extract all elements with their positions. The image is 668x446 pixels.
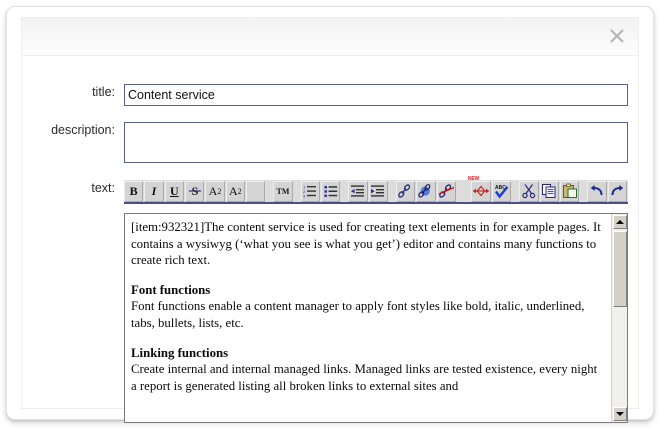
undo-button[interactable]: [587, 181, 606, 202]
editor-paragraph-2: Font functions enable a content manager to apply font styles like bold, italic, underlined, tabs, bullets, lists, etc.: [131, 299, 585, 330]
toolbar-separator: [580, 181, 587, 202]
bold-button[interactable]: B: [124, 181, 143, 202]
toolbar-separator: [294, 181, 301, 202]
rich-text-editor: [124, 175, 628, 423]
svg-text:1: 1: [303, 184, 306, 190]
trademark-button[interactable]: [273, 181, 292, 202]
strikethrough-button[interactable]: [185, 181, 204, 202]
editor-vertical-scrollbar[interactable]: [611, 214, 627, 422]
new-badge: NEW: [467, 175, 479, 182]
cut-button[interactable]: [519, 181, 538, 202]
editor-heading-1: Font functions: [131, 282, 211, 297]
superscript-button[interactable]: A 2: [205, 181, 224, 202]
description-input[interactable]: [124, 122, 628, 163]
scroll-up-arrow-icon[interactable]: [613, 215, 627, 229]
description-row: [22, 122, 638, 163]
scroll-thumb[interactable]: [613, 231, 627, 307]
subscript-button[interactable]: A 2: [226, 181, 245, 202]
anchor-button[interactable]: [467, 175, 491, 202]
editor-paragraph-1: [item:932321]The content service is used for creating text elements in for example pages. It contains a wysiwyg (‘what you see is what you get’) editor and contains many functions to create rich text.: [131, 220, 601, 268]
blank-button: [246, 181, 265, 202]
text-label: text:: [91, 181, 115, 195]
underline-button[interactable]: U: [165, 181, 184, 202]
spellcheck-button[interactable]: [492, 181, 511, 202]
svg-text:S: S: [191, 184, 198, 198]
svg-text:2: 2: [303, 189, 306, 194]
ordered-list-button[interactable]: [301, 181, 320, 202]
title-row: [22, 84, 638, 106]
toolbar-separator: [341, 181, 348, 202]
toolbar-separator: [266, 181, 273, 202]
title-label: title:: [92, 85, 115, 99]
paste-button[interactable]: [560, 181, 579, 202]
insert-link-button[interactable]: [396, 181, 415, 202]
dialog-body: [21, 17, 639, 409]
svg-text:3: 3: [303, 193, 306, 199]
trademark-label: TM: [276, 186, 290, 196]
dialog-header: [22, 18, 638, 56]
editor-paragraph-3: Create internal and internal managed links. Managed links are tested existence, every night a report is generated listing all broken links to external sites and: [131, 362, 598, 393]
unordered-list-button[interactable]: [321, 181, 340, 202]
toolbar-separator: [457, 181, 471, 202]
redo-button[interactable]: [608, 181, 627, 202]
indent-button[interactable]: [369, 181, 388, 202]
copy-button[interactable]: [540, 181, 559, 202]
managed-link-button[interactable]: [416, 181, 435, 202]
unlink-button[interactable]: [437, 181, 456, 202]
editor-document[interactable]: [125, 214, 610, 422]
svg-text:ABC: ABC: [495, 185, 506, 191]
outdent-button[interactable]: [348, 181, 367, 202]
modal-dialog: [6, 6, 654, 420]
close-icon[interactable]: [604, 23, 630, 49]
italic-button[interactable]: I: [144, 181, 163, 202]
title-input[interactable]: [124, 84, 628, 106]
editor-heading-2: Linking functions: [131, 345, 229, 360]
editor-content-area[interactable]: [124, 213, 628, 423]
description-label: description:: [51, 123, 115, 137]
text-row: [22, 175, 638, 423]
editor-toolbar: [124, 175, 628, 204]
toolbar-separator: [389, 181, 396, 202]
scroll-down-arrow-icon[interactable]: [613, 407, 627, 421]
toolbar-separator: [512, 181, 519, 202]
